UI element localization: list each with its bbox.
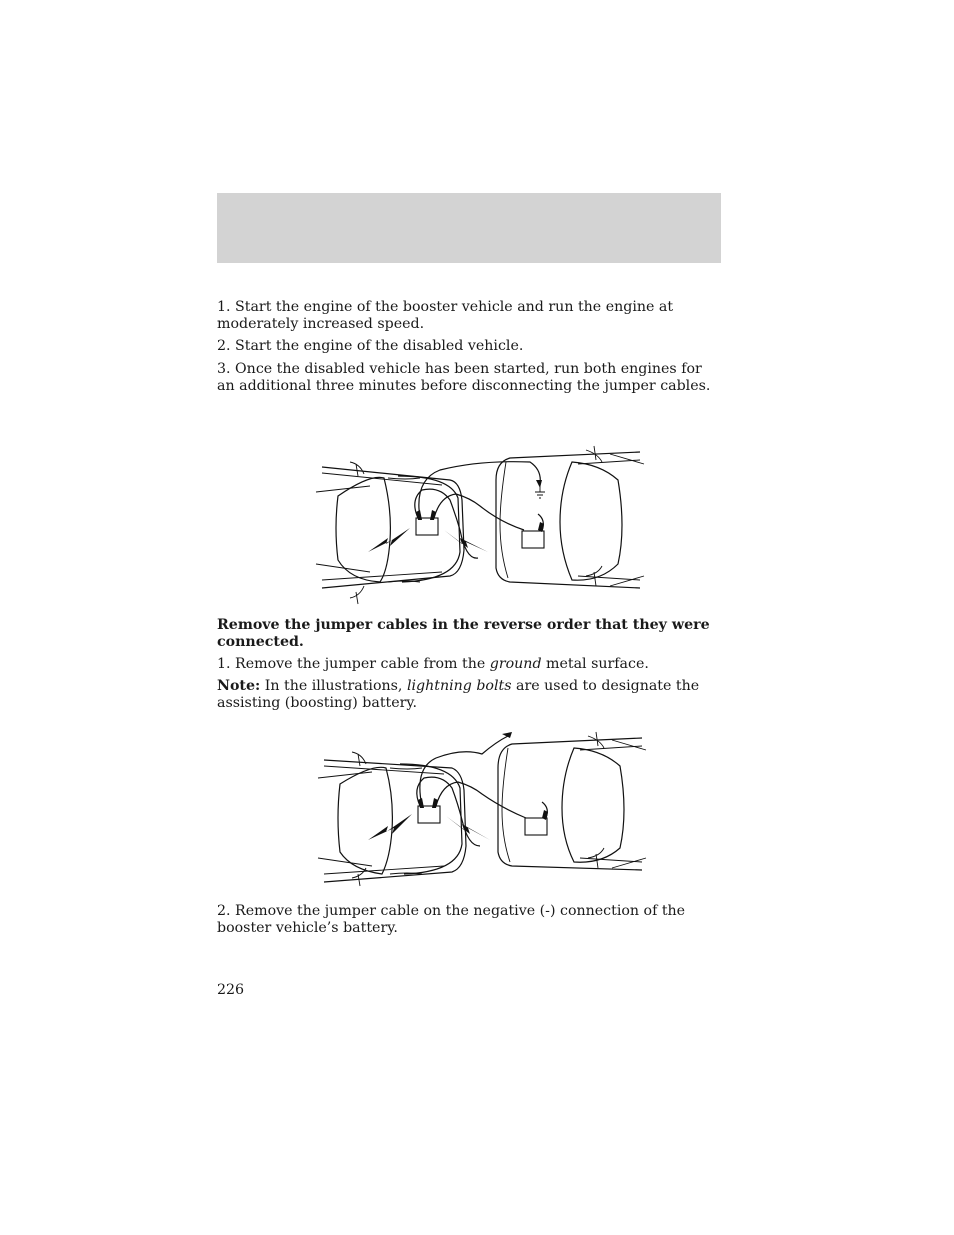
jump-start-illustration-ground-removed	[312, 728, 652, 888]
step-1-start-booster: 1. Start the engine of the booster vehicle and run the engine at moderately increased speed.	[217, 299, 674, 332]
remove-step-1-suffix: metal surface.	[541, 656, 649, 672]
ground-symbol	[535, 484, 545, 498]
note-paragraph	[217, 678, 717, 712]
disabled-vehicle-outline	[496, 446, 644, 588]
jump-start-illustration-connected	[310, 440, 650, 608]
remove-step-2: 2. Remove the jumper cable on the negative (-) connection of the booster vehicle’s battery.	[217, 903, 686, 936]
note-label: Note:	[217, 678, 261, 694]
step-2-start-disabled: 2. Start the engine of the disabled vehicle.	[217, 338, 524, 354]
note-emphasis: lightning bolts	[406, 678, 512, 694]
remove-step-1-emphasis: ground	[489, 656, 542, 672]
header-band	[217, 193, 721, 263]
booster-battery	[416, 518, 438, 535]
booster-vehicle-outline	[316, 462, 464, 604]
disabled-battery	[525, 818, 547, 835]
remove-step-1-prefix: 1. Remove the jumper cable from the	[217, 656, 490, 672]
disabled-battery	[522, 531, 544, 548]
lightning-bolt-left	[368, 814, 412, 840]
step-3-run-engines: 3. Once the disabled vehicle has been started, run both engines for an additional three minutes before disconnecting the jumper cables.	[217, 361, 711, 394]
note-prefix: In the illustrations,	[260, 678, 407, 694]
note-suffix: are used to designate the assisting (boosting) battery.	[217, 678, 700, 711]
remove-cables-heading: Remove the jumper cables in the reverse order that they were connected.	[217, 617, 710, 650]
booster-battery	[418, 806, 440, 823]
page-number: 226	[217, 982, 245, 998]
booster-vehicle-outline	[318, 752, 466, 886]
disabled-vehicle-outline	[498, 732, 646, 870]
remove-step-1	[217, 656, 717, 673]
